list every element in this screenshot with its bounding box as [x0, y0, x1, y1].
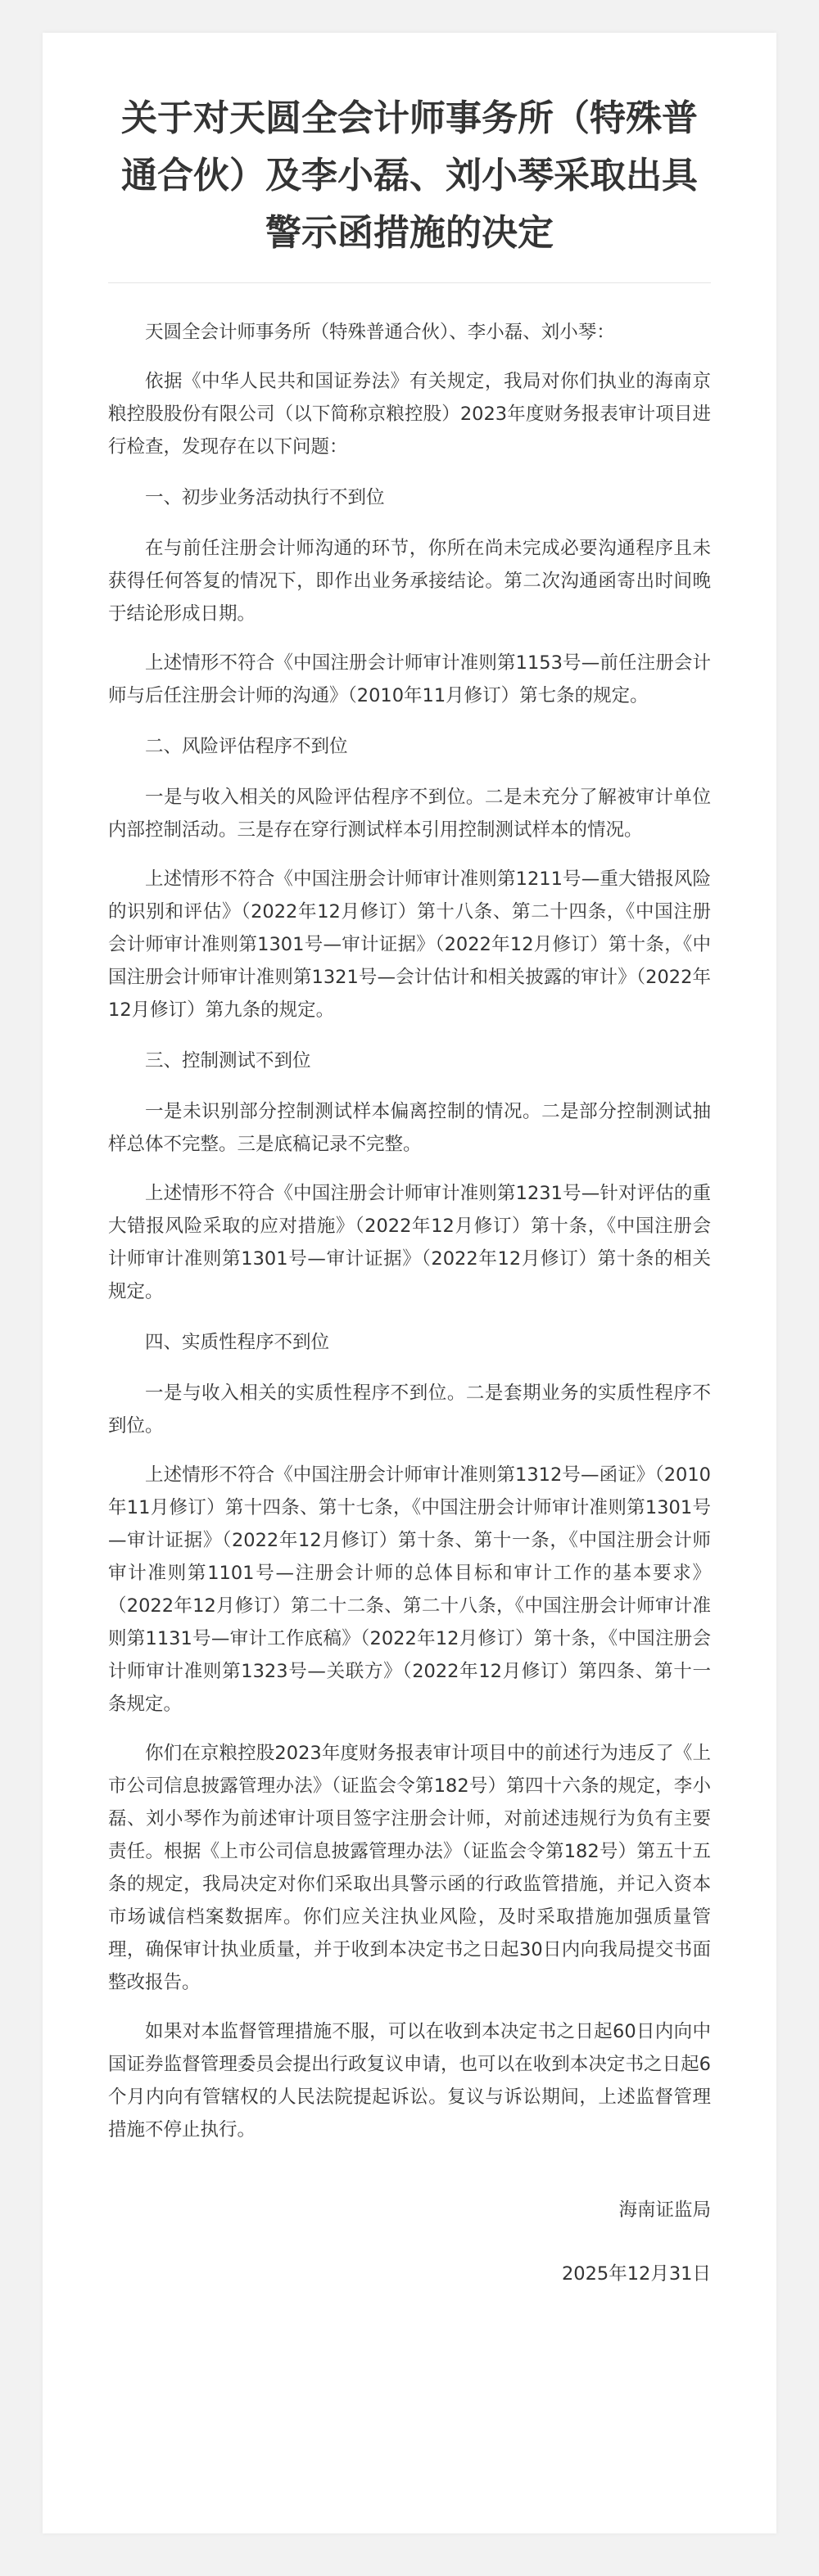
document-title: 关于对天圆全会计师事务所（特殊普通合伙）及李小磊、刘小琴采取出具警示函措施的决定	[121, 97, 698, 254]
body-paragraph: 在与前任注册会计师沟通的环节，你所在尚未完成必要沟通程序且未获得任何答复的情况下，即作出业务承接结论。第二次沟通函寄出时间晚于结论形成日期。	[108, 538, 711, 625]
signature-block	[108, 2194, 711, 2290]
intro-paragraph: 依据《中华人民共和国证券法》有关规定，我局对你们执业的海南京粮控股股份有限公司（以下简称京粮控股）2023年度财务报表审计项目进行检查，发现存在以下问题：	[108, 371, 711, 458]
section-heading-3: 三、控制测试不到位	[145, 1050, 311, 1071]
appeal-paragraph: 如果对本监督管理措施不服，可以在收到本决定书之日起60日内向中国证券监督管理委员会提出行政复议申请，也可以在收到本决定书之日起6个月内向有管辖权的人民法院提起诉讼。复议与诉讼期间，上述监督管理措施不停止执行。	[108, 2021, 711, 2141]
document-body	[108, 316, 711, 2146]
addressee: 天圆全会计师事务所（特殊普通合伙）、李小磊、刘小琴：	[145, 322, 615, 343]
body-paragraph: 一是未识别部分控制测试样本偏离控制的情况。二是部分控制测试抽样总体不完整。三是底稿记录不完整。	[108, 1101, 711, 1155]
section-heading-4: 四、实质性程序不到位	[145, 1332, 330, 1353]
section-heading-2: 二、风险评估程序不到位	[145, 736, 348, 757]
body-paragraph: 上述情形不符合《中国注册会计师审计准则第1153号—前任注册会计师与后任注册会计师的沟通》（2010年11月修订）第七条的规定。	[108, 652, 711, 706]
decision-paragraph: 你们在京粮控股2023年度财务报表审计项目中的前述行为违反了《上市公司信息披露管理办法》（证监会令第182号）第四十六条的规定，李小磊、刘小琴作为前述审计项目签字注册会计师，对前述违规行为负有主要责任。根据《上市公司信息披露管理办法》（证监会令第182号）第五十五条的规定，我局决定对你们采取出具警示函的行政监管措施，并记入资本市场诚信档案数据库。你们应关注执业风险，及时采取措施加强质量管理，确保审计执业质量，并于收到本决定书之日起30日内向我局提交书面整改报告。	[108, 1743, 711, 1993]
issue-date: 2025年12月31日	[561, 2263, 711, 2285]
issuer-name: 海南证监局	[618, 2199, 711, 2221]
title-divider	[108, 282, 711, 283]
body-paragraph: 上述情形不符合《中国注册会计师审计准则第1231号—针对评估的重大错报风险采取的应对措施》（2022年12月修订）第十条，《中国注册会计师审计准则第1301号—审计证据》（2022年12月修订）第十条的相关规定。	[108, 1183, 711, 1302]
document-sheet	[43, 33, 776, 2533]
section-heading-1: 一、初步业务活动执行不到位	[145, 487, 385, 508]
body-paragraph: 一是与收入相关的实质性程序不到位。二是套期业务的实质性程序不到位。	[108, 1383, 711, 1437]
body-paragraph: 上述情形不符合《中国注册会计师审计准则第1312号—函证》（2010年11月修订）第十四条、第十七条，《中国注册会计师审计准则第1301号—审计证据》（2022年12月修订）第十条、第十一条，《中国注册会计师审计准则第1101号—注册会计师的总体目标和审计工作的基本要求》（2022年12月修订）第二十二条、第二十八条，《中国注册会计师审计准则第1131号—审计工作底稿》（2022年12月修订）第十条，《中国注册会计师审计准则第1323号—关联方》（2022年12月修订）第四条、第十一条规定。	[108, 1464, 711, 1715]
body-paragraph: 上述情形不符合《中国注册会计师审计准则第1211号—重大错报风险的识别和评估》（2022年12月修订）第十八条、第二十四条，《中国注册会计师审计准则第1301号—审计证据》（2022年12月修订）第十条，《中国注册会计师审计准则第1321号—会计估计和相关披露的审计》（2022年12月修订）第九条的规定。	[108, 868, 711, 1021]
body-paragraph: 一是与收入相关的风险评估程序不到位。二是未充分了解被审计单位内部控制活动。三是存在穿行测试样本引用控制测试样本的情况。	[108, 787, 711, 841]
